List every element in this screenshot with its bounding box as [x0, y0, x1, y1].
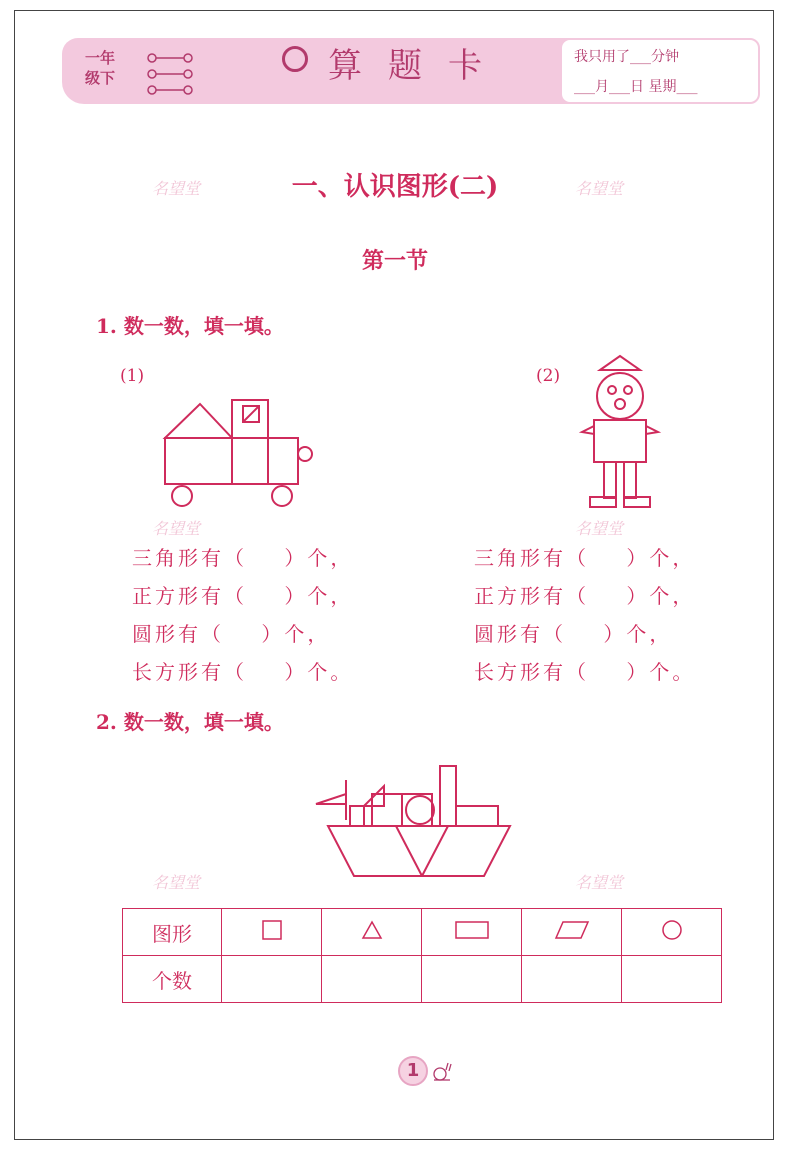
robot-figure — [580, 354, 660, 510]
square-icon — [262, 920, 282, 940]
snail-mascot-icon — [432, 1060, 452, 1082]
chapter-title: 一、认识图形(二) — [291, 172, 499, 202]
header-title: 算题卡 — [328, 46, 508, 86]
question-1-title: 1. 数一数，填一填。 — [96, 314, 284, 338]
q1-left-line-circle: 圆形有（ ）个， — [132, 622, 331, 646]
watermark: 名望堂 — [575, 873, 624, 892]
circle-icon — [661, 919, 683, 941]
q1-left-line-triangle: 三角形有（ ）个， — [132, 546, 354, 570]
q1-left-line-rectangle: 长方形有（ ）个。 — [132, 660, 354, 684]
row-label-shapes: 图形 — [123, 909, 222, 956]
watermark: 名望堂 — [152, 519, 201, 538]
count-input-circle[interactable] — [622, 956, 722, 1003]
triangle-cell — [322, 909, 422, 956]
title-circle-icon — [282, 46, 308, 72]
time-used-line: 我只用了___分钟 — [574, 49, 679, 65]
parallelogram-cell — [522, 909, 622, 956]
count-input-parallelogram[interactable] — [522, 956, 622, 1003]
count-input-square[interactable] — [222, 956, 322, 1003]
q1-right-line-circle: 圆形有（ ）个， — [474, 622, 673, 646]
date-line: ___月___日 星期___ — [574, 79, 698, 95]
table-row-counts — [123, 956, 722, 1003]
table-row-shapes — [123, 909, 722, 956]
count-input-triangle[interactable] — [322, 956, 422, 1003]
grade-line2: 级下 — [85, 69, 116, 87]
q1-right-line-triangle: 三角形有（ ）个， — [474, 546, 696, 570]
truck-figure — [160, 396, 320, 508]
boat-figure — [314, 764, 514, 880]
question-2-title: 2. 数一数，填一填。 — [96, 710, 284, 734]
row-label-counts: 个数 — [123, 956, 222, 1003]
watermark: 名望堂 — [152, 873, 201, 892]
shape-count-table — [122, 908, 722, 1003]
page-number: 1 — [398, 1056, 428, 1086]
binder-rings-icon — [144, 50, 196, 96]
count-input-rectangle[interactable] — [422, 956, 522, 1003]
part-2-label: (2) — [536, 366, 561, 386]
grade-label — [85, 48, 145, 88]
watermark: 名望堂 — [575, 179, 624, 198]
rectangle-icon — [455, 921, 489, 939]
part-1-label: (1) — [120, 366, 145, 386]
parallelogram-icon — [555, 921, 589, 939]
grade-line1: 一年 — [85, 49, 116, 67]
q1-left-line-square: 正方形有（ ）个， — [132, 584, 354, 608]
triangle-icon — [362, 920, 382, 940]
watermark: 名望堂 — [575, 519, 624, 538]
q1-right-line-square: 正方形有（ ）个， — [474, 584, 696, 608]
square-cell — [222, 909, 322, 956]
section-title: 第一节 — [361, 248, 428, 274]
q1-right-line-rectangle: 长方形有（ ）个。 — [474, 660, 696, 684]
rectangle-cell — [422, 909, 522, 956]
circle-cell — [622, 909, 722, 956]
watermark: 名望堂 — [152, 179, 201, 198]
